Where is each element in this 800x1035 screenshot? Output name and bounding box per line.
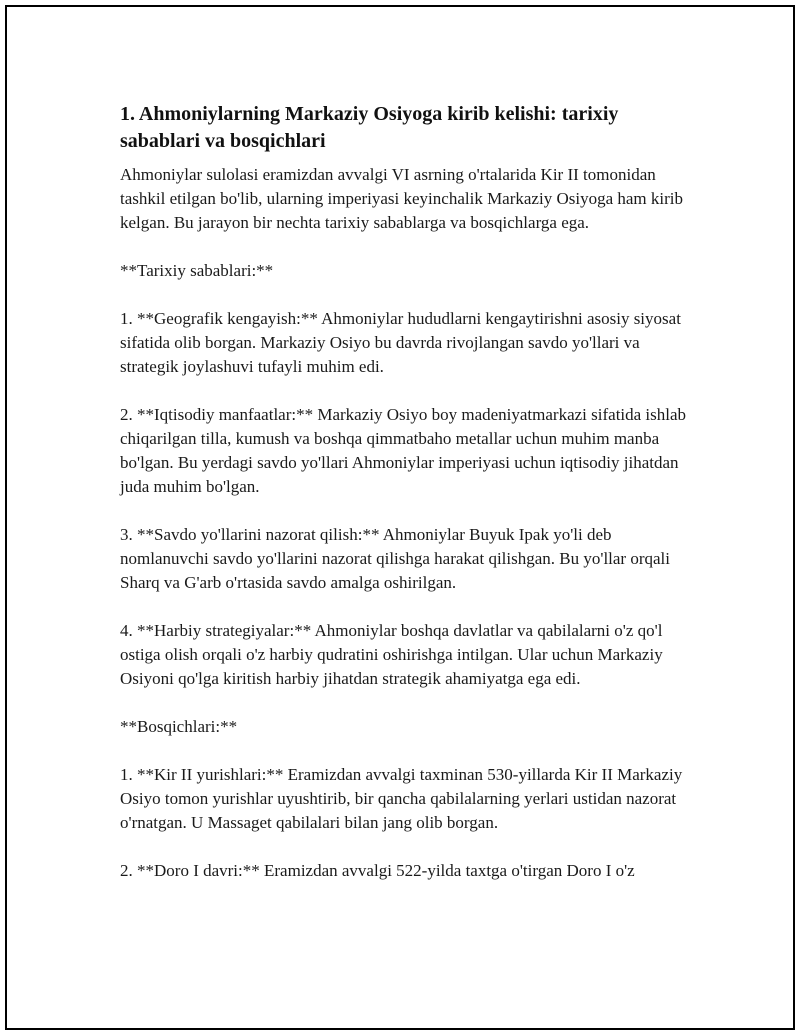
section-heading-reasons: **Tarixiy sabablari:** xyxy=(120,261,274,280)
stage-paragraph-1: 1. **Kir II yurishlari:** Eramizdan avvalgi taxminan 530-yillarda Kir II Markaziy Osiyo tomon yurishlar uyushtirib, bir qancha qabilalarning yerlari ustidan nazorat o'rnatgan. U Massaget qabilalari bilan jang olib borgan. xyxy=(120,765,683,832)
reason-paragraph-2: 2. **Iqtisodiy manfaatlar:** Markaziy Osiyo boy madeniyatmarkazi sifatida ishlab chiqarilgan tilla, kumush va boshqa qimmatbaho metallar uchun muhim manba bo'lgan. Bu yerdagi savdo yo'llari Ahmoniylar imperiyasi uchun iqtisodiy jihatdan juda muhim bo'lgan. xyxy=(120,405,687,496)
document-body xyxy=(120,101,700,907)
stage-paragraph-2: 2. **Doro I davri:** Eramizdan avvalgi 522-yilda taxtga o'tirgan Doro I o'z xyxy=(120,861,635,880)
reason-paragraph-4: 4. **Harbiy strategiyalar:** Ahmoniylar boshqa davlatlar va qabilalarni o'z qo'l ostiga olish orqali o'z harbiy qudratini oshirishga intilgan. Ular uchun Markaziy Osiyoni qo'lga kiritish harbiy jihatdan strategik ahamiyatga ega edi. xyxy=(120,621,663,688)
section-heading-stages: **Bosqichlari:** xyxy=(120,717,238,736)
page-frame xyxy=(5,5,795,1030)
intro-paragraph: Ahmoniylar sulolasi eramizdan avvalgi VI asrning o'rtalarida Kir II tomonidan tashkil etilgan bo'lib, ularning imperiyasi keyinchalik Markaziy Osiyoga ham kirib kelgan. Bu jarayon bir nechta tarixiy sabablarga va bosqichlarga ega. xyxy=(120,165,683,232)
document-title: 1. Ahmoniylarning Markaziy Osiyoga kirib kelishi: tarixiy sabablari va bosqichlari xyxy=(120,103,619,152)
reason-paragraph-1: 1. **Geografik kengayish:** Ahmoniylar hududlarni kengaytirishni asosiy siyosat sifatida olib borgan. Markaziy Osiyo bu davrda rivojlangan savdo yo'llari va strategik joylashuvi tufayli muhim edi. xyxy=(120,309,681,376)
reason-paragraph-3: 3. **Savdo yo'llarini nazorat qilish:** Ahmoniylar Buyuk Ipak yo'li deb nomlanuvchi savdo yo'llarini nazorat qilishga harakat qilishgan. Bu yo'llar orqali Sharq va G'arb o'rtasida savdo amalga oshirilgan. xyxy=(120,525,670,592)
